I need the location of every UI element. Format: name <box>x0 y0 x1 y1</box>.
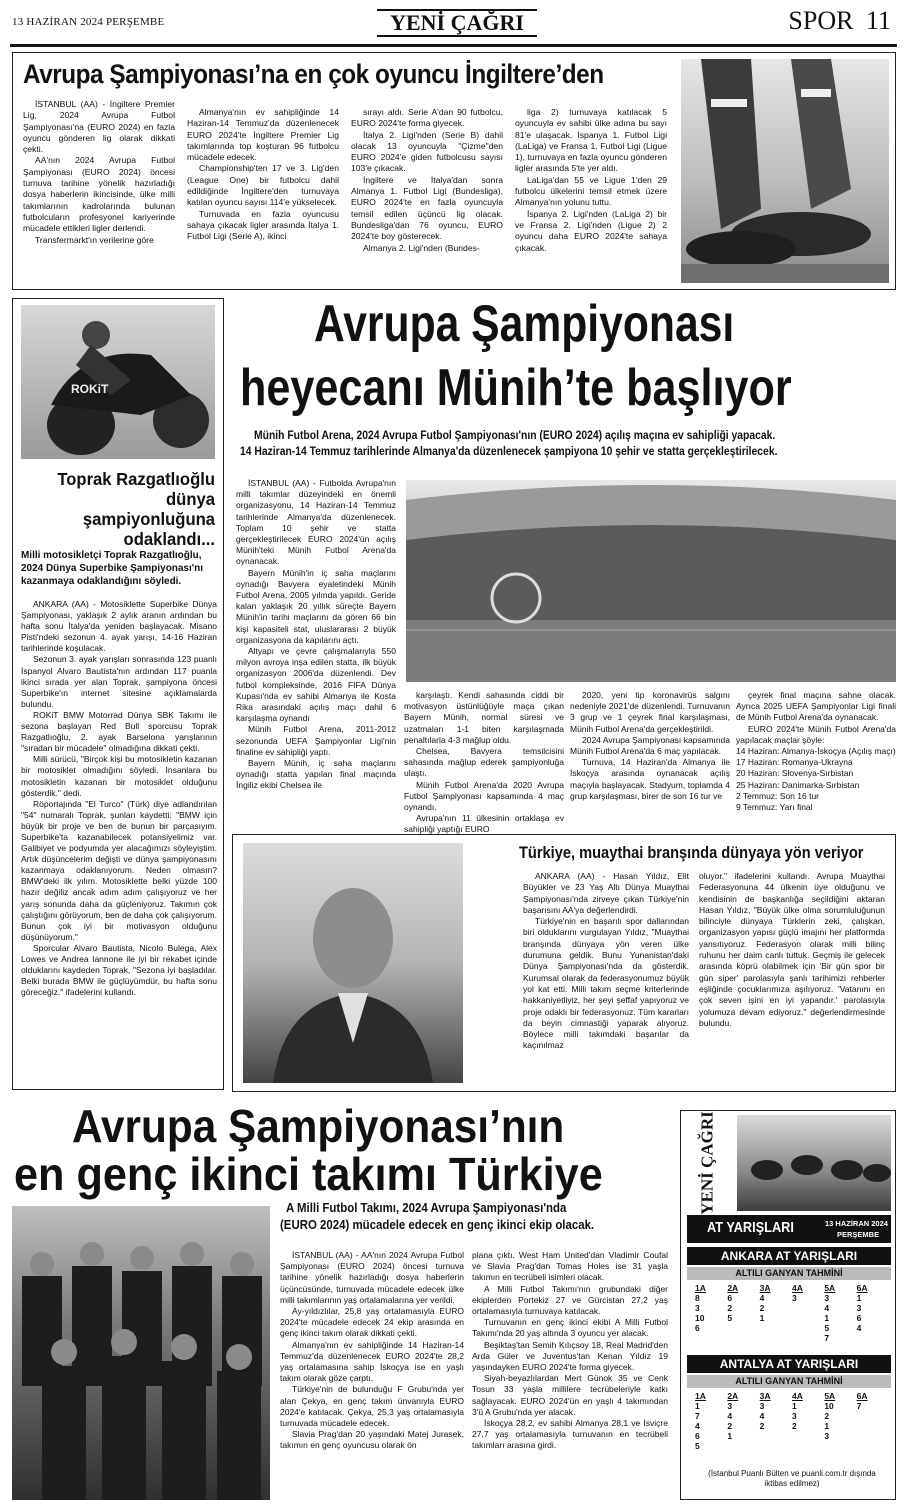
race-column-header: 3A <box>759 1391 771 1401</box>
race-cell: 4 <box>727 1411 733 1421</box>
story2-col4 <box>736 690 896 813</box>
paragraph: Almanya'nın ev sahipliğinde 14 Haziran-14 Temmuz'da düzenlenecek EURO 2024'te 28,2 yaş ortalamasına sahip İskoçya ise en yaşlı takım olarak göze çarptı. <box>280 1339 464 1384</box>
race-cell: 3 <box>695 1303 700 1313</box>
racing-title-band <box>687 1215 891 1243</box>
race-cell <box>725 1323 757 1333</box>
race-cell: 1 <box>824 1313 830 1323</box>
race-cell: 3 <box>791 1411 797 1421</box>
racing-logo-text: YENİ ÇAĞRI <box>698 1111 717 1215</box>
story1-col1 <box>23 99 175 246</box>
stadium-illustration <box>406 480 896 682</box>
story1-headline: Avrupa Şampiyonası’na en çok oyuncu İngiltere’den <box>23 59 604 89</box>
race-cell: 1 <box>727 1431 733 1441</box>
paragraph: Röportajında "El Turco" (Türk) diye adlandırılan "54" numaralı Toprak, şunları kaydetti: "BMW için büyük bir proje ve ben de bunun bir parçasıyım. Superbike'ta kazanabilecek potansiyelimiz var. Galibiyet ve podyumda yer alacağımızı söyleyiştim. Artık düşüncelerim değişti ve dünya şampiyonasını kazanmaya odaklanıyorum. Neden olmasın? BMW'deki ilk yılım. Motosiklette belki yüzde 100 hazır değiliz ancak adım adım çalışıyoruz ve her yarış sonunda daha da güçleniyoruz. Takımın çok çalıştığını görüyorum, ben de daha çok çalışıyorum. Bunun çok iyi bir motivasyon olduğunu düşünüyorum." <box>21 798 217 942</box>
race-cell: 7 <box>695 1411 700 1421</box>
race-cell: 3 <box>759 1401 765 1411</box>
paragraph: Transfermarkt'ın verilerine göre <box>35 234 154 245</box>
section-name: SPOR <box>788 6 854 35</box>
race-cell: 4 <box>759 1293 765 1303</box>
race-cell <box>790 1431 822 1441</box>
ankara-table <box>693 1283 887 1343</box>
paragraph: Almanya 2. Ligi'nden (Bundes- <box>363 242 480 253</box>
paragraph: İskoçya 28,2, ev sahibi Almanya 28,1 ve İsviçre 27,7 yaş ortalamasıyla turnuvanın en tecrübeli takımları arasına girdi. <box>472 1418 668 1451</box>
race-cell <box>790 1441 822 1451</box>
muaythai-headline: Türkiye, muaythai branşında dünyaya yön veriyor <box>519 843 864 862</box>
race-row <box>693 1401 887 1411</box>
paragraph: Turnuvada en fazla oyuncusu sahaya çıkacak ligler arasında İtalya 1. Futbol Ligi (Serie A), ikinci <box>187 208 339 242</box>
race-column-header: 4A <box>791 1391 803 1401</box>
race-cell <box>855 1431 887 1441</box>
story-muaythai <box>232 834 896 1092</box>
story2-col1 <box>236 478 396 792</box>
paragraph: Münih Futbol Arena'da 2020 Avrupa Futbol Şampiyonası kapsamında 4 maç oynandı. <box>404 779 564 813</box>
story2-headline-line2: heyecanı Münih’te başlıyor <box>240 359 792 417</box>
paragraph: 9 Temmuz: Yarı final <box>736 802 813 813</box>
story1-col4 <box>515 107 667 254</box>
race-column-header: 2A <box>727 1391 739 1401</box>
paragraph: 2024 Avrupa Şampiyonası kapsamında Münih Futbol Arena'da 6 maç yapılacak. <box>570 734 730 757</box>
race-row <box>693 1293 887 1303</box>
race-cell <box>758 1333 790 1343</box>
race-cell: 1 <box>791 1401 797 1411</box>
motorcycle-photo <box>21 305 215 459</box>
paragraph: Bayern Münih'in iç saha maçlarını oynadığı Bavyera eyaletindeki Münih Futbol Arena, 2005 yılında yapıldı. Geride kalan yaklaşık 20 yıllık süreçte Bayern Münih'in tarihi maçlarını da gören 66 bin kişi kapasiteli stat, uluslararası 2 büyük organizasyona da kapılarını açtı. <box>236 567 396 645</box>
paragraph: Türkiye'nin en başarılı spor dallarından biri olduklarını vurgulayan Yıldız, "Muaythai branşında dünyaya yön veren ülke durumuna geldik. Bunu Yunanistan'daki Dünya Şampiyonası'nda da gösterdik. Kurumsal olarak da federasyonumuz büyük yol kat etti. Milli takım seçme kriterlerinde hakkaniyetliyiz, her şeyi şeffaf yapıyoruz ve proje odaklı bir federasyonuz. Tüm kararları da beyin cimnastiği yaparak alıyoruz. Böylece milli takımdaki başarılar da kaçınılmaz <box>523 916 689 1051</box>
paragraph: A Milli Futbol Takımı'nın grubundaki diğer ekiplerden Portekiz 27 ve Gürcistan 27,2 yaş ortalamasıyla turnuvaya katılacak. <box>472 1283 668 1317</box>
race-cell <box>855 1333 887 1343</box>
story3-deck-line2: (EURO 2024) mücadele edecek en genç ikinci ekip olacak. <box>280 1217 595 1232</box>
racing-weekday: PERŞEMBE <box>837 1230 880 1239</box>
story2-deck-line1: Münih Futbol Arena, 2024 Avrupa Futbol Şampiyonası'nın (EURO 2024) açılış maçına ev sahipliği yapacak. <box>254 430 776 442</box>
svg-text:ROKiT: ROKiT <box>71 382 109 396</box>
paragraph: çeyrek final maçına sahne olacak. Ayrıca 2025 UEFA Şampiyonlar Ligi finali de Münih Futbol Arena'da oynanacak. <box>736 690 896 723</box>
story-munich-headline <box>232 294 896 458</box>
race-cell: 8 <box>695 1293 700 1303</box>
race-cell: 2 <box>727 1303 733 1313</box>
race-cell: 3 <box>824 1293 830 1303</box>
paragraph: LaLiga'dan 55 ve Ligue 1'den 29 futbolcu ülkelerini temsil etmek üzere Almanya'nın yolunu tuttu. <box>515 174 667 208</box>
paragraph: Siyah-beyazlılardan Mert Günok 35 ve Cenk Tosun 33 yaşla millilere tecrübeleriyle katkı sağlayacak. EURO 2024'ün en yaşlı 4 takımından 3'ü A Grubu'nda yer alacak. <box>472 1373 668 1417</box>
masthead-logo-text: YENİ ÇAĞRI <box>377 9 537 37</box>
race-cell <box>693 1333 725 1343</box>
story1-col3 <box>351 107 503 254</box>
race-column-header: 6A <box>856 1283 868 1293</box>
story1-col2 <box>187 107 339 243</box>
paragraph: Altyapı ve çevre çalışmalarıyla 550 milyon avroya inşa edilen statta, ilk büyük organizasyon 2006'da düzenlendi. Dev futbol kompleksinde, 2016 FIFA Dünya Kupası'nda ev sahibi Almanya ile Kosta Rika arasındaki açılış maçı dahil 6 karşılaşma oynandı <box>236 646 396 724</box>
paragraph: Turnuvanın en genç ikinci ekibi A Milli Futbol Takımı'nda 20 yaş altında 3 oyuncu yer alacak. <box>472 1317 668 1339</box>
issue-date: 13 HAZİRAN 2024 PERŞEMBE <box>12 16 165 28</box>
story-toprak-razgatlioglu <box>12 298 224 1090</box>
ankara-subtitle: ALTILI GANYAN TAHMİNİ <box>687 1267 891 1280</box>
race-cell: 6 <box>856 1313 862 1323</box>
hasan-yildiz-photo <box>243 843 463 1083</box>
racing-footnote: (İstanbul Puanlı Bülten ve puanli.com.tr dışında iktibas edilmez) <box>708 1469 876 1488</box>
race-column-header: 1A <box>695 1391 706 1401</box>
antalya-table <box>693 1391 887 1451</box>
race-row <box>693 1441 887 1451</box>
race-cell: 10 <box>695 1313 705 1323</box>
race-row <box>693 1411 887 1421</box>
story3-headline-line2: en genç ikinci takımı Türkiye <box>14 1148 603 1200</box>
race-cell: 3 <box>824 1431 830 1441</box>
paragraph: Almanya'nın ev sahipliğinde 14 Haziran-14 Temmuz'da düzenlenecek EURO 2024'te İngiltere Premier Lig takımlarında top koşturan 96 futbolcu mücadele edecek. <box>187 107 339 163</box>
paragraph: plana çıktı. West Ham United'dan Vladimir Coufal ve Slavia Prag'dan Tomas Holes ise 31 yaşla takımın en tecrübeli isimleri olacak. <box>472 1250 668 1283</box>
horse-racing-box <box>680 1110 896 1500</box>
race-cell: 1 <box>759 1313 765 1323</box>
story3-col2 <box>472 1250 668 1452</box>
race-cell: 2 <box>791 1421 797 1431</box>
horse-race-illustration <box>737 1115 891 1211</box>
story-most-players-england <box>12 52 896 290</box>
paragraph: ANKARA (AA) - Motosiklette Superbike Dünya Şampiyonası, yaklaşık 2 aylık aranın ardından bu hafta sonu İtalya'da yeniden başlayacak. Misano Pisti'ndeki sezonun 4. ayak yarışı, 14-16 Haziran tarihlerinde koşulacak. <box>21 599 217 654</box>
race-cell: 5 <box>824 1323 830 1333</box>
race-cell: 1 <box>824 1421 830 1431</box>
paragraph: İSTANBUL (AA) - İngiltere Premier Lig, 2024 Avrupa Futbol Şampiyonası'na (EURO 2024) en fazla oyuncu gönderen lig olarak dikkati çekti. <box>23 99 175 155</box>
race-cell: 10 <box>824 1401 834 1411</box>
race-cell <box>790 1303 822 1313</box>
story3-col1 <box>280 1250 464 1452</box>
race-cell <box>790 1313 822 1323</box>
section-label <box>788 6 891 36</box>
paragraph: 25 Haziran: Danimarka-Sırbistan <box>736 779 860 790</box>
paragraph: İSTANBUL (AA) - AA'nın 2024 Avrupa Futbol Şampiyonası (EURO 2024) öncesi turnuva tarihine yönelik hazırladığı dosya haberlerin üçüncüsünde, turnuvada mücadele edecek ülke milli takımlarının yaş ortalamalarına yer verildi. <box>280 1250 464 1305</box>
paragraph: karşılaştı. Kendi sahasında ciddi bir motivasyon üstünlüğüyle maça çıkan Bayern Münih, normal süresi ve uzatmaları 1-1 biten karşılaşmada penaltılarla 4-3 mağlup oldu. <box>404 690 564 745</box>
football-boots-photo <box>681 59 889 283</box>
story3-headline-line1: Avrupa Şampiyonası’nın <box>72 1100 565 1152</box>
race-cell <box>790 1333 822 1343</box>
national-team-photo <box>12 1206 270 1500</box>
race-cell <box>725 1333 757 1343</box>
race-cell: 6 <box>695 1323 700 1333</box>
paragraph: 14 Haziran: Almanya-İskoçya (Açılış maçı) <box>736 746 896 757</box>
race-cell: 5 <box>727 1313 733 1323</box>
race-cell <box>822 1441 854 1451</box>
header-rule <box>10 44 897 47</box>
paragraph: 2020, yeni tip koronavirüs salgını nedeniyle 2021'de düzenlendi. Turnuvanın 3 grup ve 1 çeyrek final karşılaşması, Münih Futbol Arena'da gerçekleştirildi. <box>570 690 730 734</box>
story3-deck-line1: A Milli Futbol Takımı, 2024 Avrupa Şampiyonası'nda <box>286 1200 567 1215</box>
race-cell: 3 <box>856 1303 862 1313</box>
horse-race-photo <box>737 1115 891 1211</box>
paragraph: Sezonun 3. ayak yarışları sonrasında 123 puanlı İspanyol Alvaro Bautista'nın ardından 117 puanla ikinci sırada yer alan Toprak, şampiyona öncesi Superbike'ın internet sitesine açıklamalarda bulundu. <box>21 654 217 709</box>
paragraph: oluyor." ifadelerini kullandı. Avrupa Muaythai Federasyonuna 44 ülkenin üye olduğunu ve kendisinin de başkanlığa seçildiğini aktaran Hasan Yıldız, "Büyük ülke olma sorumluluğunun bilinciyle dünyaya Türklerin zeki, çalışkan, organizasyon yapısı güçlü imajını her platformda yansıtıyoruz. Federasyon olarak milli bilinç ruhunu her daim canlı tuttuk. Geçmiş ile gelecek arasında köprü olabilmek için 'Bir gün spor bir gün siper' parolasıyla şanlı tarihimizi rehberler eşliğinde çocuklarımıza aşılıyoruz. 'Vatanını en çok seven işini en iyi yapandır.' parolasıyla yolumuza devam ediyoruz." değerlendirmesinde bulundu. <box>699 871 885 1028</box>
paragraph: ANKARA (AA) - Hasan Yıldız, Elit Büyükler ve 23 Yaş Altı Dünya Muaythai Şampiyonası'nda zirveye çıkan Türkiye'nin başarısını AA'ya değerlendirdi. <box>523 871 689 915</box>
race-column-header: 2A <box>727 1283 739 1293</box>
race-cell: 6 <box>695 1431 700 1441</box>
paragraph: Ay-yıldızlılar, 25,8 yaş ortalamasıyla EURO 2024'te mücadele edecek 24 ekip arasında en genç ikinci takım olarak dikkati çekti. <box>280 1306 464 1339</box>
story2-deck-line2: 14 Haziran-14 Temmuz tarihlerinde Almanya'da düzenlenecek şampiyona 10 şehir ve statta gerçekleştirilecek. <box>240 446 778 458</box>
paragraph: Münih Futbol Arena, 2011-2012 sezonunda UEFA Şampiyonlar Ligi'nin finaline ev sahipliği yaptı. <box>236 724 396 757</box>
race-column-header: 5A <box>824 1391 836 1401</box>
ankara-table-wrap <box>693 1283 887 1343</box>
race-column-header: 6A <box>856 1391 868 1401</box>
masthead-logo <box>377 8 537 38</box>
portrait-illustration <box>243 843 463 1083</box>
race-cell <box>855 1411 887 1421</box>
race-cell: 2 <box>759 1421 765 1431</box>
antalya-subtitle: ALTILI GANYAN TAHMİNİ <box>687 1375 891 1388</box>
football-boots-illustration <box>681 59 889 283</box>
race-cell <box>758 1441 790 1451</box>
race-row <box>693 1323 887 1333</box>
muaythai-col1 <box>523 871 689 1052</box>
race-column-header: 4A <box>791 1283 803 1293</box>
racing-date: 13 HAZİRAN 2024 <box>825 1219 888 1228</box>
ankara-title: ANKARA AT YARIŞLARI <box>687 1247 891 1265</box>
race-cell: 2 <box>727 1421 733 1431</box>
race-cell <box>758 1323 790 1333</box>
race-cell <box>790 1323 822 1333</box>
race-row <box>693 1421 887 1431</box>
paragraph: ROKiT BMW Motorrad Dünya SBK Takımı ile sezona başlayan Red Bull sporcusu Toprak Razgatlıoğlu, 2. ayak Barselona yarışlarının "sıradan bir mücadele" olmadığına dikkati çekti. <box>21 709 217 754</box>
paragraph: Slavia Prag'dan 20 yaşındaki Matej Jurasek, takımın en genç oyuncusu olarak ön <box>280 1429 464 1451</box>
paragraph: sırayı aldı. Serie A'dan 90 futbolcu, EURO 2024'te forma giyecek. <box>351 107 503 129</box>
race-cell: 1 <box>695 1401 700 1411</box>
paragraph: EURO 2024'te Münih Futbol Arena'da yapılacak maçlar şöyle: <box>736 723 896 745</box>
toprak-headline: Toprak Razgatlıoğlu dünya şampiyonluğuna odaklandı... <box>57 469 216 549</box>
paragraph: Sporcular Alvaro Bautista, Nicolo Bulega, Alex Lowes ve Andrea Iannone ile iyi bir rekabet içinde olduklarını kaydeden Toprak, "Sezona iyi başladılar. Belki burada BMW ile güçlüyümdür, bu hafta sonu göreceğiz." ifadelerini kullandı. <box>21 942 217 998</box>
paragraph: Bayern Münih, iç saha maçlarını oynadığı statta yapılan final maçında İngiliz ekibi Chelsea ile <box>236 758 396 791</box>
race-cell <box>855 1421 887 1431</box>
race-cell <box>855 1441 887 1451</box>
race-row <box>693 1431 887 1441</box>
race-cell: 4 <box>824 1303 830 1313</box>
paragraph: AA'nın 2024 Avrupa Futbol Şampiyonası (EURO 2024) öncesi turnuva tarihine yönelik hazırladığı dosya haberlerin ikincisinde, ülke milli takımlarının kadrolarında bulunan futbolcuların profesyonel kariyerinde mücadele ettikleri ligler derlendi. <box>23 155 175 234</box>
race-column-header: 1A <box>695 1283 706 1293</box>
race-cell <box>725 1441 757 1451</box>
paragraph: Beşiktaş'tan Semih Kılıçsoy 18, Real Madrid'den Arda Güler ve Juventus'tan Kenan Yıldız 19 yaşındayken EURO 2024'te forma giyecek. <box>472 1339 668 1373</box>
paragraph: Championship'ten 17 ve 3. Lig'den (League One) bir futbolcu dahil edildiğinde İngiltere'den turnuvaya katılan oyuncu sayısı 114'e yükselecek. <box>187 163 339 208</box>
race-column-header: 3A <box>759 1283 771 1293</box>
race-cell: 1 <box>856 1293 862 1303</box>
page-number: 11 <box>865 6 891 35</box>
paragraph: Türkiye'nin de bulunduğu F Grubu'nda yer alan Çekya, en genç takım ünvanıyla EURO 2024'e katılacak. Çekya, 25,3 yaş ortalamasıyla turnuvada mücadele edecek. <box>280 1384 464 1429</box>
paragraph: Avrupa'nın 11 ülkesinin ortaklaşa ev sahipliği yaptığı EURO <box>404 813 564 835</box>
story2-col3 <box>570 690 730 802</box>
motorcycle-illustration <box>21 305 215 459</box>
race-cell: 6 <box>727 1293 733 1303</box>
paragraph: 20 Haziran: Slovenya-Sırbistan <box>736 768 854 779</box>
paragraph: Chelsea, Bavyera temsilcisini sahasında mağlup ederek şampiyonluğa ulaştı. <box>404 746 564 779</box>
race-cell: 2 <box>824 1411 830 1421</box>
paragraph: İtalya 2. Ligi'nden (Serie B) dahil olacak 13 oyuncuyla "Çizme"den EURO 2024'e giden futbolcusu sayısı 103'e çıkacak. <box>351 129 503 174</box>
paragraph: liga 2) turnuvaya katılacak 5 oyuncuyla ev sahibi ülke adına bu sayı 81'e ulaşacak. İspanya 1. Futbol Ligi (LaLiga) ve Fransa 1. Futbol Ligi (Ligue 1), turnuvaya en fazla oyuncu gönderen ligler arasında 5'te yer aldı. <box>515 107 667 174</box>
racing-title: AT YARIŞLARI <box>707 1219 794 1236</box>
story2-headline-line1: Avrupa Şampiyonası <box>314 295 735 353</box>
race-cell: 4 <box>759 1411 765 1421</box>
munich-stadium-photo <box>406 480 896 682</box>
antalya-title: ANTALYA AT YARIŞLARI <box>687 1355 891 1373</box>
race-cell <box>758 1431 790 1441</box>
muaythai-col2 <box>699 871 885 1029</box>
race-cell: 7 <box>856 1401 862 1411</box>
race-cell: 7 <box>824 1333 830 1343</box>
race-cell: 5 <box>695 1441 700 1451</box>
race-cell: 4 <box>856 1323 862 1333</box>
antalya-table-wrap <box>693 1391 887 1451</box>
paragraph: 17 Haziran: Romanya-Ukrayna <box>736 757 853 768</box>
race-cell: 3 <box>727 1401 733 1411</box>
paragraph: Milli sürücü, "Birçok kişi bu motosikletin kazanan bir motosiklet olmadığını söyledi. İnsanlara bu motosikletin kazanan bir motosiklet olduğunu gösterdik." dedi. <box>21 754 217 798</box>
paragraph: İspanya 2. Ligi'nden (LaLiga 2) bir ve Fransa 2. Ligi'nden (Ligue 2) 2 oyuncu daha EURO 2024'te sahaya çıkacak. <box>515 208 667 253</box>
race-cell: 4 <box>695 1421 700 1431</box>
race-cell: 2 <box>759 1303 765 1313</box>
toprak-body <box>21 599 217 998</box>
race-column-header: 5A <box>824 1283 836 1293</box>
team-illustration <box>12 1206 270 1500</box>
paragraph: İSTANBUL (AA) - Futbolda Avrupa'nın milli takımlar düzeyindeki en önemli organizasyonu, 14 Haziran-14 Temmuz tarihlerinde Almanya'da düzenlenecek. Toplam 10 şehir ve statta gerçekleştirilecek EURO 2024'ün açılış Münih'teki Münih Futbol Arena'da oynanacak. <box>236 478 396 567</box>
race-cell: 3 <box>791 1293 797 1303</box>
paragraph: İngiltere ve İtalya'dan sonra Almanya 1. Futbol Ligi (Bundesliga), EURO 2024'te en fazla oyuncuyla temsil edilen üçüncü lig olacak. Bundesliga'dan 76 oyuncu, EURO 2024'te boy gösterecek. <box>351 174 503 242</box>
race-row <box>693 1303 887 1313</box>
racing-logo <box>685 1111 731 1215</box>
paragraph: Turnuva, 14 Haziran'da Almanya ile İskoçya arasında oynanacak açılış maçıyla başlayacak. Stadyum, toplamda 4 grup karşılaşması, birer de son 16 tur ve <box>570 757 730 801</box>
race-row <box>693 1333 887 1343</box>
story2-col2 <box>404 690 564 836</box>
paragraph: 2 Temmuz: Son 16 tur <box>736 790 819 801</box>
toprak-deck: Milli motosikletçi Toprak Razgatlıoğlu, 2024 Dünya Superbike Şampiyonası'nı kazanmaya odaklandığını söyledi. <box>21 549 203 587</box>
race-row <box>693 1313 887 1323</box>
